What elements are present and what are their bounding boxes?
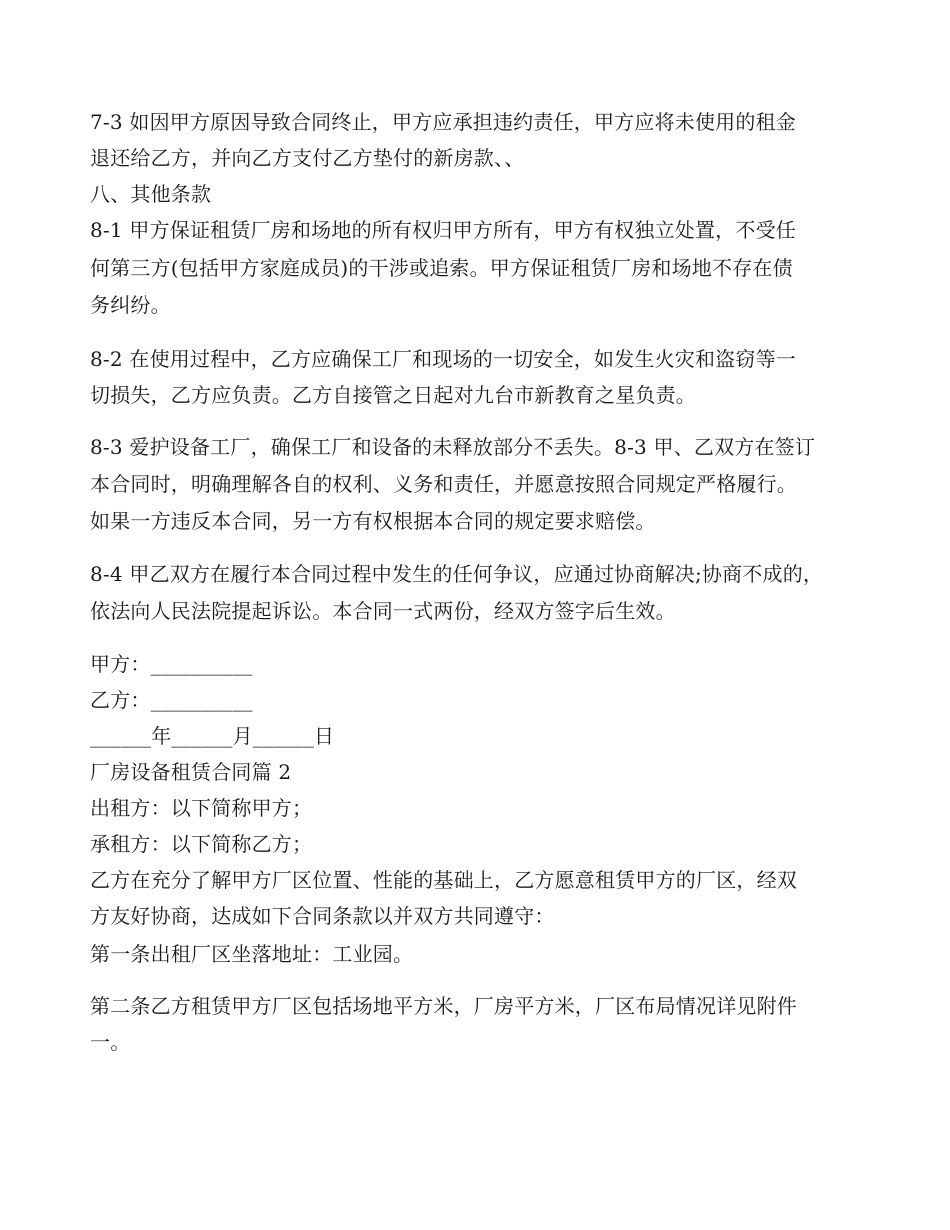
date-line: ______年______月______日 bbox=[90, 724, 335, 748]
party-a-signature-line: 甲方：__________ bbox=[90, 652, 253, 676]
preamble-line-b: 方友好协商，达成如下合同条款以并双方共同遵守： bbox=[90, 904, 555, 928]
lessor-line: 出租方：以下简称甲方； bbox=[90, 796, 313, 820]
line-8-1-a: 8-1 甲方保证租赁厂房和场地的所有权归甲方所有，甲方有权独立处置，不受任 bbox=[90, 218, 796, 242]
line-7-3-b: 退还给乙方，并向乙方支付乙方垫付的新房款、、 bbox=[90, 146, 525, 170]
line-8-3-a: 8-3 爱护设备工厂，确保工厂和设备的未释放部分不丢失。8-3 甲、乙双方在签订 bbox=[90, 435, 816, 459]
section-heading-other-terms: 八、其他条款 bbox=[90, 182, 212, 206]
line-8-1-b: 何第三方(包括甲方家庭成员)的干涉或追索。甲方保证租赁厂房和场地不存在债 bbox=[90, 256, 793, 280]
article-1-line: 第一条出租厂区坐落地址：工业园。 bbox=[90, 942, 414, 966]
line-8-4-b: 依法向人民法院提起诉讼。本合同一式两份，经双方签字后生效。 bbox=[90, 599, 676, 623]
line-8-2-b: 切损失，乙方应负责。乙方自接管之日起对九台市新教育之星负责。 bbox=[90, 383, 696, 407]
party-b-signature-line: 乙方：__________ bbox=[90, 688, 253, 712]
line-8-1-c: 务纠纷。 bbox=[90, 293, 171, 317]
article-2-line-a: 第二条乙方租赁甲方厂区包括场地平方米，厂房平方米，厂区布局情况详见附件 bbox=[90, 994, 797, 1018]
line-8-2-a: 8-2 在使用过程中，乙方应确保工厂和现场的一切安全，如发生火灾和盗窃等一 bbox=[90, 347, 796, 371]
article-2-line-b: 一。 bbox=[90, 1030, 131, 1054]
line-8-4-a: 8-4 甲乙双方在履行本合同过程中发生的任何争议，应通过协商解决;协商不成的， bbox=[90, 562, 824, 586]
line-8-3-c: 如果一方违反本合同，另一方有权根据本合同的规定要求赔偿。 bbox=[90, 509, 656, 533]
line-8-3-b: 本合同时，明确理解各自的权利、义务和责任，并愿意按照合同规定严格履行。 bbox=[90, 472, 797, 496]
contract-title-2: 厂房设备租赁合同篇 2 bbox=[90, 760, 292, 784]
lessee-line: 承租方：以下简称乙方； bbox=[90, 832, 313, 856]
line-7-3-a: 7-3 如因甲方原因导致合同终止，甲方应承担违约责任，甲方应将未使用的租金 bbox=[90, 110, 796, 134]
preamble-line-a: 乙方在充分了解甲方厂区位置、性能的基础上，乙方愿意租赁甲方的厂区，经双 bbox=[90, 868, 797, 892]
